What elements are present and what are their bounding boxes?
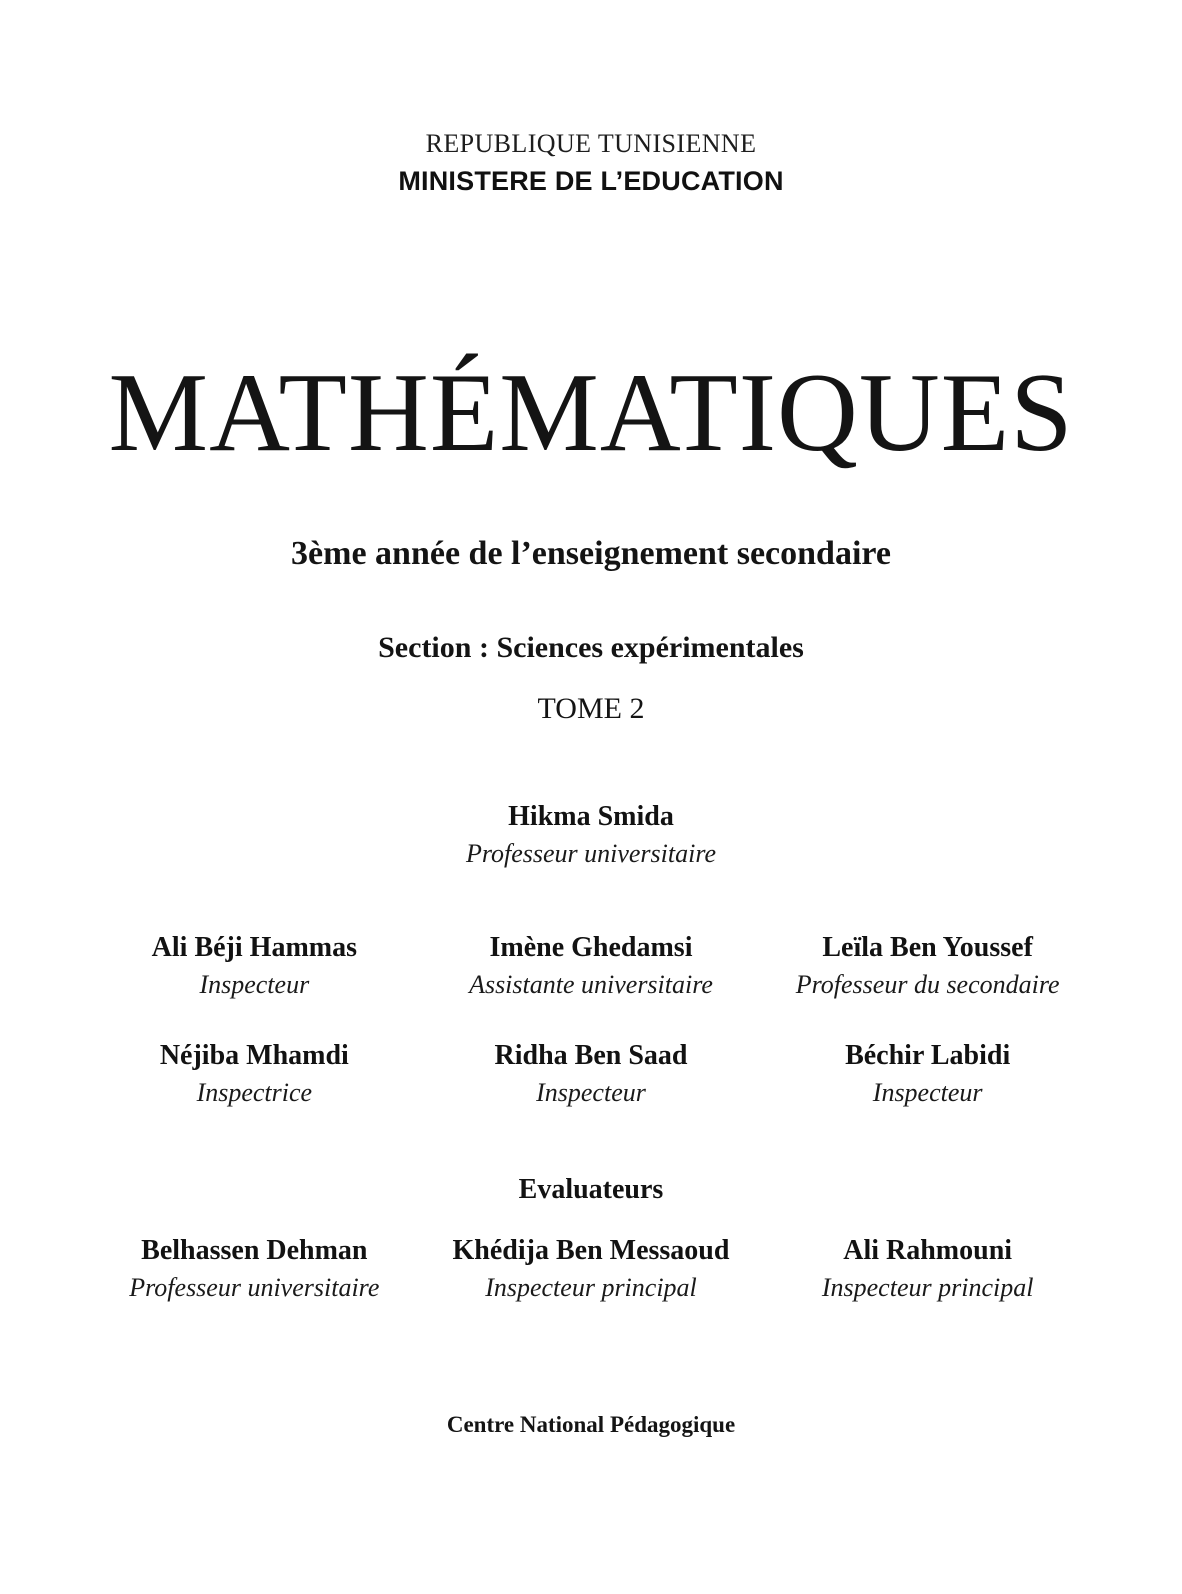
publisher-name: Centre National Pédagogique <box>446 1412 736 1437</box>
author-cell <box>759 1039 1096 1110</box>
person-role: Inspecteur principal <box>821 1273 1034 1303</box>
evaluators-grid <box>0 1234 1182 1305</box>
person-name: Ali Rahmouni <box>843 1234 1013 1266</box>
authors-grid <box>0 931 1182 1110</box>
evaluator-cell <box>423 1234 760 1305</box>
author-cell <box>759 931 1096 1002</box>
person-role: Professeur du secondaire <box>795 969 1060 999</box>
author-cell <box>86 1039 423 1110</box>
person-name: Béchir Labidi <box>845 1040 1011 1072</box>
author-cell <box>423 1039 760 1110</box>
subtitle-block <box>0 532 1182 728</box>
person-name: Hikma Smida <box>508 801 674 832</box>
person-role: Professeur universitaire <box>129 1273 380 1303</box>
volume-label: TOME 2 <box>537 692 645 726</box>
evaluator-cell <box>86 1234 423 1305</box>
author-cell <box>423 931 760 1002</box>
person-name: Leïla Ben Youssef <box>822 931 1033 963</box>
country-name: REPUBLIQUE TUNISIENNE <box>425 129 757 158</box>
person-name: Ali Béji Hammas <box>151 931 357 963</box>
person-role: Inspecteur <box>872 1078 983 1108</box>
person-role: Inspecteur <box>199 969 310 999</box>
lead-author <box>0 800 1182 871</box>
credits-block <box>0 800 1182 1305</box>
evaluators-heading: Evaluateurs <box>518 1173 664 1205</box>
author-cell <box>86 931 423 1002</box>
person-role: Inspecteur principal <box>485 1273 697 1303</box>
person-name: Khédija Ben Messaoud <box>452 1234 730 1266</box>
education-level: 3ème année de l’enseignement secondaire <box>291 535 891 572</box>
person-role: Professeur universitaire <box>465 839 717 869</box>
evaluator-cell <box>759 1234 1096 1305</box>
person-name: Ridha Ben Saad <box>494 1040 688 1072</box>
person-role: Inspectrice <box>196 1078 313 1108</box>
ministry-name: MINISTERE DE L’EDUCATION <box>398 165 784 196</box>
section-name: Section : Sciences expérimentales <box>378 631 804 665</box>
person-role: Inspecteur <box>536 1078 646 1108</box>
person-role: Assistante universitaire <box>469 969 713 999</box>
page-title: MATHÉMATIQUES <box>108 351 1074 475</box>
person-name: Belhassen Dehman <box>141 1234 368 1266</box>
person-name: Imène Ghedamsi <box>489 931 693 963</box>
person-name: Néjiba Mhamdi <box>159 1040 349 1072</box>
masthead <box>0 128 1182 199</box>
